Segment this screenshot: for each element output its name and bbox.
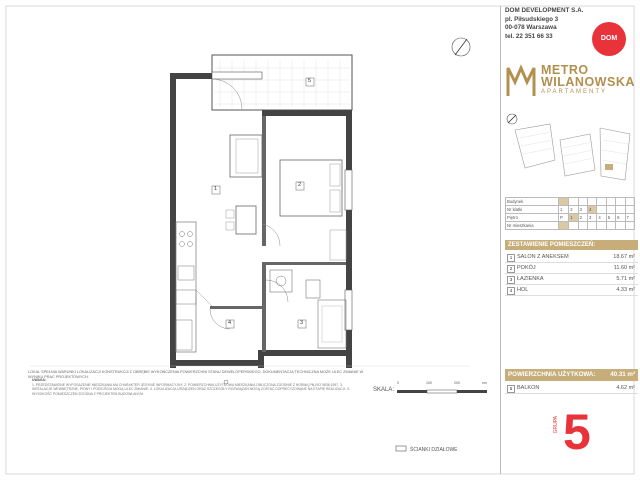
room-area: 18.67 m² [613, 254, 635, 260]
room-name: SALON Z ANEKSEM [517, 254, 569, 260]
metro-logo-icon [505, 62, 537, 98]
room-no: 4 [507, 287, 515, 295]
plan-label-5: 5 [308, 78, 312, 84]
company-info [505, 7, 583, 41]
brand-block [505, 62, 635, 102]
plan-label-3: 3 [300, 320, 304, 326]
grupa5-digit: 5 [563, 404, 591, 460]
room-area: 11.60 m² [613, 265, 635, 271]
info-row-stair: Nr klatki 1 2 3 4 [506, 206, 635, 214]
room-no: 2 [507, 265, 515, 273]
room-area: 4.33 m² [616, 287, 635, 293]
info-label: Nr mieszkania [506, 222, 559, 230]
info-label: Piętro [506, 214, 559, 222]
room-name: ŁAZIENKA [517, 276, 544, 282]
grupa5-logo [553, 404, 608, 468]
panel-divider [500, 6, 501, 474]
total-area-bar [505, 369, 638, 381]
total-area-value: 40.31 m² [610, 371, 635, 378]
scale-tick-200: 200 [454, 381, 460, 385]
plan-note: LOKAL SPEŁNIA WARUNKI LOKALIZACJI KONSTRUKCJI Z OBRĘBIE WYKOŃCZENIA POWIERZCHNI STANU DEWELOPERSKIEGO. DOKUMENTACJA TECHNICZNA MOŻE ULEC ZMIANIE W WYNIKU PRAC PROJEKTOWYCH. [28, 370, 364, 379]
company-name: DOM DEVELOPMENT S.A. [505, 7, 584, 14]
building-minimap [505, 120, 633, 192]
room-no: 5 [507, 385, 515, 393]
legend-text: 1. PRZEDSTAWIONE WYPOSAŻENIE MIESZKANIA MA CHARAKTER JEDYNIE INFORMACYJNY. 2. POWIERZCHNIA UŻYTKOWA MIESZKANIA OBLICZONA ZGODNIE Z NORMĄ PN-ISO 9836:1997. 3. INSTALACJE WEWNĘTRZNE, PIONY I PODEJŚCIA MOGĄ ULEC ZMIANIE. 4. LOKALIZACJA URZĄDZEŃ ORAZ SZCZEGÓŁY ROZWIĄZAŃ MOGĄ ZOSTAĆ DOPRECYZOWANE NA ETAPIE REALIZACJI. 5. WYSOKOŚĆ POMIESZCZEŃ ZGODNA Z PROJEKTEM BUDOWLANYM. [32, 382, 350, 396]
room-name: BALKON [517, 385, 540, 391]
partition-wall-label: ŚCIANKI DZIAŁOWE [410, 447, 458, 453]
brand-line3: APARTAMENTY [541, 89, 608, 95]
brand-line2: WILANOWSKA [541, 75, 635, 89]
scale-tick-100: 100 [426, 381, 432, 385]
info-label: Nr klatki [506, 206, 559, 214]
company-phone: tel. 22 351 66 33 [505, 32, 553, 40]
company-address1: pl. Piłsudskiego 3 [505, 15, 559, 23]
balcony-row [505, 383, 638, 394]
room-no: 1 [507, 254, 515, 262]
info-row-floor: Piętro P 1 2 3 4 5 6 7 [506, 214, 635, 222]
scale-tick-0: 0 [397, 381, 399, 385]
info-label: Budynek [506, 198, 559, 206]
room-no: 3 [507, 276, 515, 284]
info-row-building [506, 198, 635, 206]
room-row [505, 263, 638, 274]
dom-logo: DOM [592, 22, 626, 56]
plan-label-2: 2 [298, 182, 302, 188]
legend-label: UWAGA: [32, 378, 47, 382]
rooms-header: ZESTAWIENIE POMIESZCZEŃ: [505, 240, 638, 250]
total-area-label: POWIERZCHNIA UŻYTKOWA: [508, 371, 596, 378]
company-address2: 00-078 Warszawa [505, 24, 557, 32]
room-name: HOL [517, 287, 529, 293]
plan-label-4: 4 [228, 320, 232, 326]
brand-line1: METRO [541, 63, 589, 77]
info-row-apartment [506, 222, 635, 230]
scale-unit: cm [482, 381, 487, 385]
room-row [505, 274, 638, 285]
scale-bar [395, 382, 495, 398]
room-area: 4.62 m² [616, 385, 635, 391]
room-name: POKÓJ [517, 265, 536, 271]
room-area: 5.71 m² [616, 276, 635, 282]
room-row [505, 285, 638, 296]
rooms-list [505, 252, 638, 296]
scale-label: SKALA: [373, 387, 395, 393]
plan-label-1: 1 [214, 186, 218, 192]
room-row [505, 252, 638, 263]
grupa5-text: GRUPA [553, 416, 559, 434]
apartment-info-table [505, 197, 635, 230]
legend-block [32, 378, 362, 396]
partition-wall-swatch [395, 445, 407, 453]
